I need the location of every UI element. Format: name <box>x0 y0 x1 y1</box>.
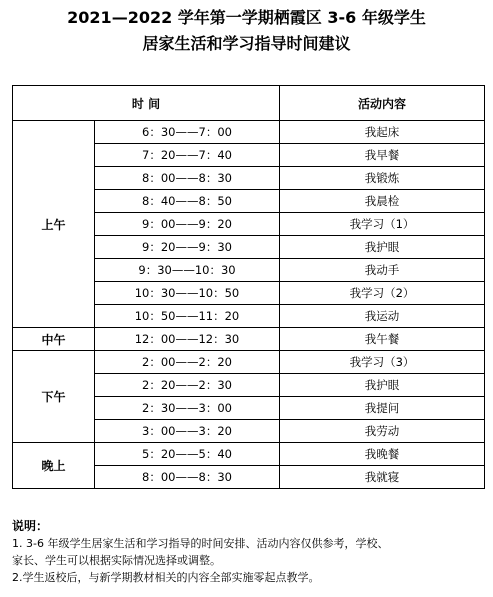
table-row <box>13 121 485 144</box>
time-cell: 12：00——12：30 <box>95 328 280 351</box>
time-cell: 2：20——2：30 <box>95 374 280 397</box>
time-cell: 2：30——3：00 <box>95 397 280 420</box>
header-time: 时 间 <box>13 86 280 121</box>
table-row <box>13 328 485 351</box>
activity-cell: 我晚餐 <box>280 443 485 466</box>
time-cell: 8：00——8：30 <box>95 466 280 489</box>
time-cell: 2：00——2：20 <box>95 351 280 374</box>
time-cell: 9：20——9：30 <box>95 236 280 259</box>
activity-cell: 我动手 <box>280 259 485 282</box>
activity-cell: 我锻炼 <box>280 167 485 190</box>
time-cell: 8：00——8：30 <box>95 167 280 190</box>
activity-cell: 我劳动 <box>280 420 485 443</box>
notes-line-2: 家长、学生可以根据实际情况选择或调整。 <box>12 554 221 567</box>
activity-cell: 我运动 <box>280 305 485 328</box>
time-cell: 10：50——11：20 <box>95 305 280 328</box>
activity-cell: 我就寝 <box>280 466 485 489</box>
table-row <box>13 351 485 374</box>
document-title-line-1: 2021—2022 学年第一学期栖霞区 3-6 年级学生 <box>67 8 426 27</box>
activity-cell: 我护眼 <box>280 236 485 259</box>
time-cell: 9：00——9：20 <box>95 213 280 236</box>
time-cell: 10：30——10：50 <box>95 282 280 305</box>
activity-cell: 我学习（1） <box>280 213 485 236</box>
time-cell: 5：20——5：40 <box>95 443 280 466</box>
table-header-row <box>13 86 485 121</box>
activity-cell: 我护眼 <box>280 374 485 397</box>
notes-line-1: 1. 3-6 年级学生居家生活和学习指导的时间安排、活动内容仅供参考，学校、 <box>12 537 389 550</box>
time-cell: 9：30——10：30 <box>95 259 280 282</box>
period-label: 上午 <box>13 121 95 328</box>
activity-cell: 我早餐 <box>280 144 485 167</box>
activity-cell: 我午餐 <box>280 328 485 351</box>
activity-cell: 我学习（2） <box>280 282 485 305</box>
notes-line-3: 2.学生返校后，与新学期教材相关的内容全部实施零起点教学。 <box>12 571 320 584</box>
notes-section <box>12 518 487 586</box>
period-label: 晚上 <box>13 443 95 489</box>
document-title-line-2: 居家生活和学习指导时间建议 <box>142 34 351 53</box>
schedule-body <box>13 121 485 489</box>
schedule-table <box>12 85 485 489</box>
time-cell: 3：00——3：20 <box>95 420 280 443</box>
header-activity: 活动内容 <box>280 86 485 121</box>
activity-cell: 我提问 <box>280 397 485 420</box>
notes-heading: 说明： <box>12 519 49 533</box>
table-row <box>13 443 485 466</box>
activity-cell: 我晨检 <box>280 190 485 213</box>
time-cell: 8：40——8：50 <box>95 190 280 213</box>
activity-cell: 我学习（3） <box>280 351 485 374</box>
activity-cell: 我起床 <box>280 121 485 144</box>
period-label: 下午 <box>13 351 95 443</box>
time-cell: 6：30——7：00 <box>95 121 280 144</box>
time-cell: 7：20——7：40 <box>95 144 280 167</box>
period-label: 中午 <box>13 328 95 351</box>
